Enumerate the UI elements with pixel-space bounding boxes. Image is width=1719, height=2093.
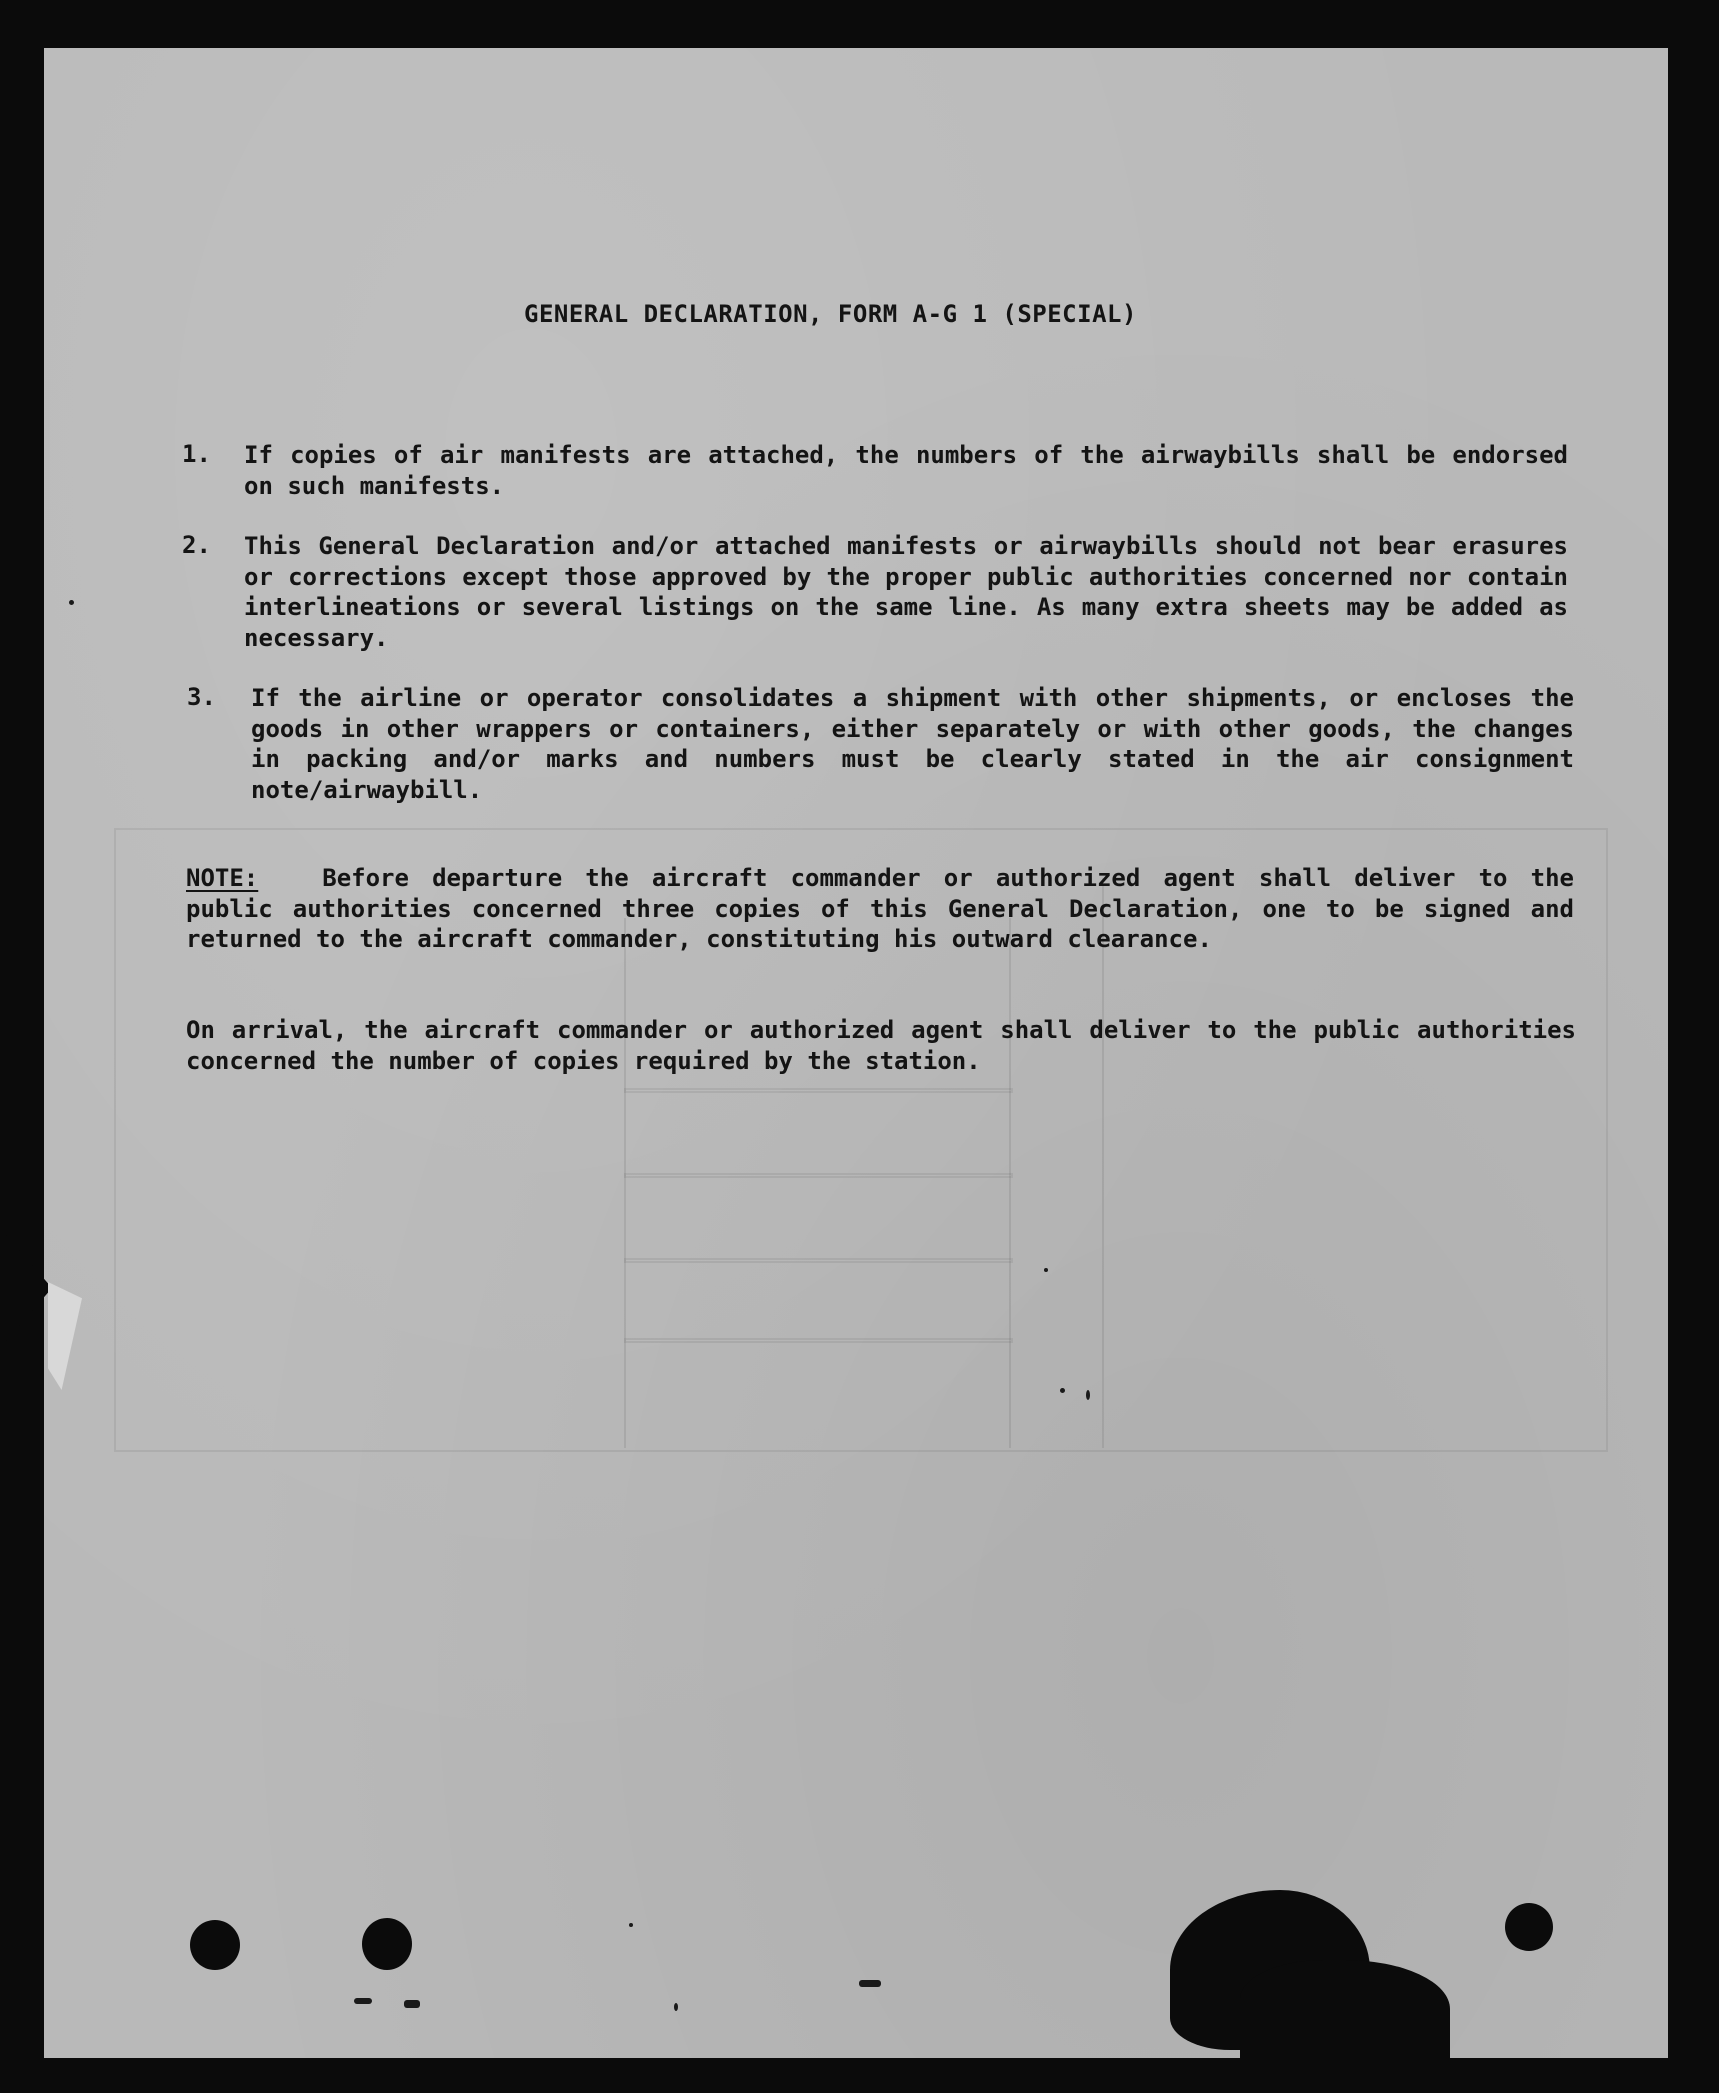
speck bbox=[1044, 1268, 1048, 1272]
speck bbox=[859, 1980, 881, 1987]
declaration-text bbox=[44, 48, 1668, 2058]
ink-stain bbox=[1240, 1960, 1450, 2058]
item-number: 1. bbox=[182, 440, 211, 468]
page-title: GENERAL DECLARATION, FORM A-G 1 (SPECIAL) bbox=[524, 300, 1137, 328]
speck bbox=[354, 1998, 372, 2004]
punch-hole bbox=[362, 1918, 412, 1970]
speck bbox=[674, 2003, 678, 2011]
item-text: If the airline or operator consolidates a shipment with other shipments, or encloses the goods in other wrappers or containers, either separately or with other goods, the changes in packing and/or marks and numbers must be clearly stated in the air consignment note/airwaybill. bbox=[251, 684, 1574, 804]
speck bbox=[404, 2000, 420, 2008]
arrival-paragraph: On arrival, the aircraft commander or authorized agent shall deliver to the public authorities concerned the number of copies required by the station. bbox=[186, 1016, 1576, 1075]
item-number: 3. bbox=[187, 683, 216, 711]
item-number: 2. bbox=[182, 531, 211, 559]
item-text: This General Declaration and/or attached manifests or airwaybills should not bear erasures or corrections except those approved by the proper public authorities concerned nor contain interlineations or several listings on the same line. As many extra sheets may be added as necessary. bbox=[244, 532, 1568, 652]
speck bbox=[629, 1923, 633, 1927]
punch-hole bbox=[190, 1920, 240, 1970]
speck bbox=[69, 600, 74, 605]
speck bbox=[1086, 1390, 1090, 1400]
note-text: Before departure the aircraft commander or authorized agent shall deliver to the public authorities concerned three copies of this General Declaration, one to be signed and returned to the aircraft commander, constituting his outward clearance. bbox=[186, 864, 1574, 953]
note-paragraph bbox=[186, 863, 1574, 955]
note-label: NOTE: bbox=[186, 864, 259, 892]
torn-edge bbox=[0, 1228, 52, 1348]
document-page bbox=[44, 48, 1668, 2058]
speck bbox=[1060, 1388, 1065, 1393]
item-text: If copies of air manifests are attached, the numbers of the airwaybills shall be endorsed on such manifests. bbox=[244, 441, 1568, 500]
punch-hole bbox=[1505, 1903, 1553, 1951]
